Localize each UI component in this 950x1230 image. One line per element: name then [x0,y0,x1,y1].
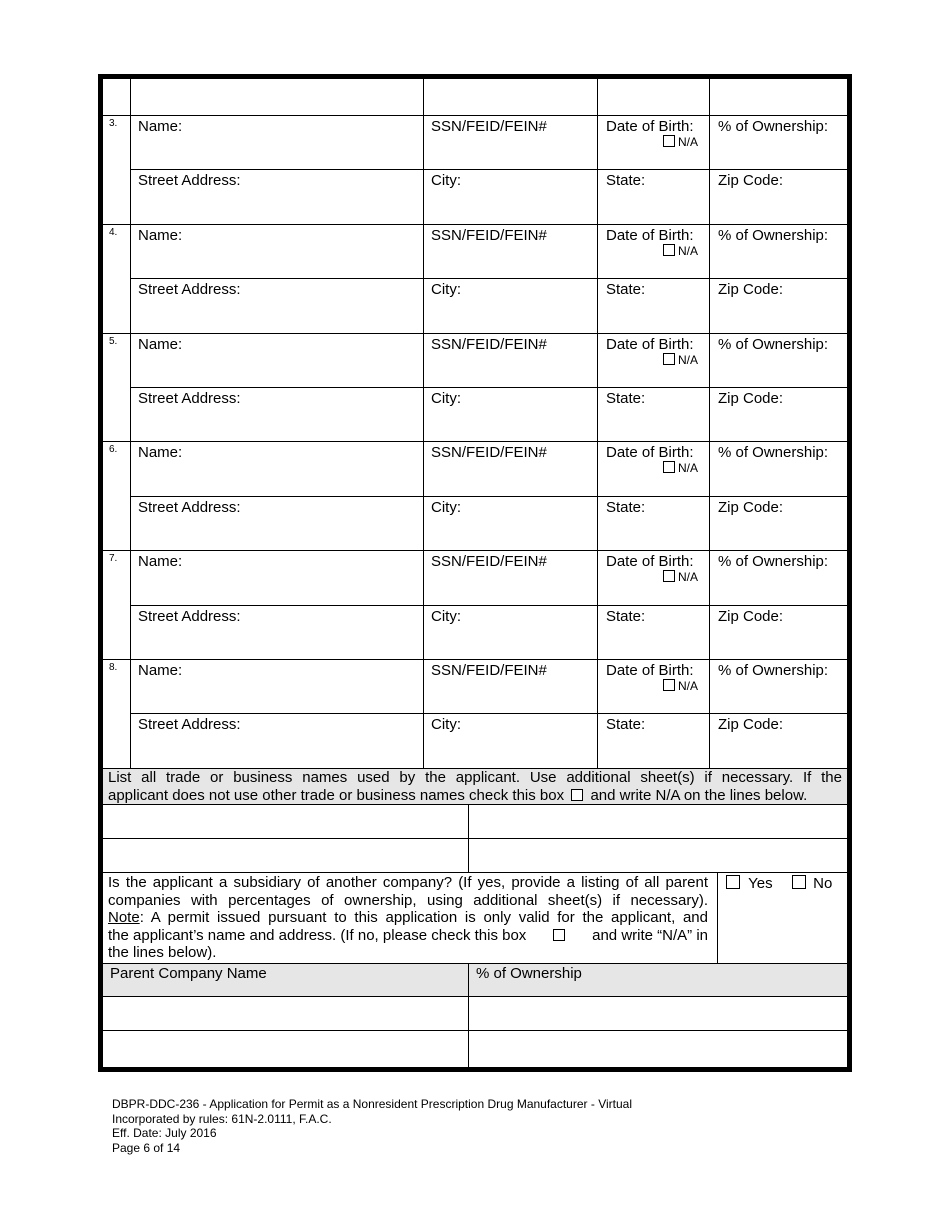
owner-city-label: City: [431,608,461,625]
owner-dob-na-option[interactable] [663,135,698,149]
parent-ownership-header: % of Ownership [476,965,582,982]
parent-company-name-header: Parent Company Name [110,965,267,982]
owner-state-label: State: [606,716,646,733]
owner-zip-label: Zip Code: [718,608,784,625]
owner-dob-label: Date of Birth: [606,444,694,461]
owner-city-label: City: [431,390,461,407]
owner-zip-label: Zip Code: [718,716,784,733]
owner-name-label: Name: [138,662,183,679]
subsidiary-no-label: No [813,875,833,892]
owner-name-label: Name: [138,444,183,461]
owner-name-label: Name: [138,553,183,570]
owner-state-label: State: [606,172,646,189]
owner-dob-na-option[interactable] [663,461,698,475]
owner-dob-na-option[interactable] [663,679,698,693]
owner-zip-label: Zip Code: [718,499,784,516]
subsidiary-question [108,874,708,962]
footer-rules: Incorporated by rules: 61N-2.0111, F.A.C. [112,1111,332,1126]
owner-state-label: State: [606,608,646,625]
trade-name-field-2b[interactable] [469,839,847,872]
owner-dob-label: Date of Birth: [606,227,694,244]
owner-dob-label: Date of Birth: [606,662,694,679]
owner-ownership-label: % of Ownership: [718,553,829,570]
owner-dob-na-label: N/A [678,679,699,693]
owner-dob-na-checkbox[interactable] [663,570,675,582]
trade-name-field-1a[interactable] [103,805,468,838]
owner-street-label: Street Address: [138,281,241,298]
subsidiary-line4-after: and write “N/A” in [592,926,708,944]
owner-ownership-label: % of Ownership: [718,227,829,244]
owner-row-number: 3. [109,118,118,129]
trade-names-line1: List all trade or business names used by the applicant. Use additional sheet(s) if necessary. If the [108,769,842,786]
owner-dob-na-option[interactable] [663,570,698,584]
owner-zip-label: Zip Code: [718,390,784,407]
subsidiary-line5: the lines below). [108,944,217,961]
owner-ownership-label: % of Ownership: [718,444,829,461]
owner-dob-na-checkbox[interactable] [663,135,675,147]
owner-zip-label: Zip Code: [718,281,784,298]
owner-street-label: Street Address: [138,390,241,407]
parent-company-name-field-2[interactable] [103,1031,468,1067]
subsidiary-yes-label: Yes [748,875,773,892]
owner-row-number: 4. [109,227,118,238]
owner-ssn-label: SSN/FEID/FEIN# [431,662,547,679]
owner-city-label: City: [431,716,461,733]
owner-dob-label: Date of Birth: [606,553,694,570]
owner-row-number: 5. [109,336,118,347]
owner-ssn-label: SSN/FEID/FEIN# [431,118,547,135]
top-row-ssn-field[interactable] [424,79,597,115]
owner-state-label: State: [606,499,646,516]
page-footer [112,1097,632,1155]
owner-dob-na-checkbox[interactable] [663,353,675,365]
owner-street-label: Street Address: [138,499,241,516]
owner-ownership-label: % of Ownership: [718,336,829,353]
subsidiary-no-option[interactable] [792,875,832,892]
owner-ssn-label: SSN/FEID/FEIN# [431,444,547,461]
owner-dob-na-label: N/A [678,244,699,258]
owner-dob-na-checkbox[interactable] [663,244,675,256]
owner-ssn-label: SSN/FEID/FEIN# [431,336,547,353]
owner-dob-na-label: N/A [678,461,699,475]
owner-street-label: Street Address: [138,608,241,625]
trade-name-field-2a[interactable] [103,839,468,872]
owner-dob-label: Date of Birth: [606,118,694,135]
footer-form-title: DBPR-DDC-236 - Application for Permit as a Nonresident Prescription Drug Manufacturer - Virtual [112,1097,632,1111]
owner-name-label: Name: [138,227,183,244]
footer-page-number: Page 6 of 14 [112,1140,181,1155]
parent-company-name-field-1[interactable] [103,997,468,1030]
top-row-ownership-field[interactable] [710,79,847,115]
owner-dob-na-option[interactable] [663,244,698,258]
owner-city-label: City: [431,499,461,516]
trade-names-line2-after: and write N/A on the lines below. [590,786,808,804]
trade-names-line2-before: applicant does not use other trade or business names check this box [108,786,565,804]
owner-row-number: 6. [109,444,118,455]
owner-zip-label: Zip Code: [718,172,784,189]
owner-name-label: Name: [138,118,183,135]
trade-names-na-checkbox[interactable] [571,789,583,801]
parent-ownership-field-1[interactable] [469,997,847,1030]
owner-dob-na-label: N/A [678,570,699,584]
top-row-dob-field[interactable] [598,79,709,115]
owner-street-label: Street Address: [138,716,241,733]
owner-ssn-label: SSN/FEID/FEIN# [431,553,547,570]
owner-ssn-label: SSN/FEID/FEIN# [431,227,547,244]
owner-name-label: Name: [138,336,183,353]
owner-dob-na-option[interactable] [663,353,698,367]
owner-street-label: Street Address: [138,172,241,189]
note-label: Note [108,909,140,926]
owner-city-label: City: [431,281,461,298]
subsidiary-line3: : A permit issued pursuant to this application is only valid for the applicant, and [139,909,708,926]
subsidiary-na-checkbox[interactable] [553,929,565,941]
owner-ownership-label: % of Ownership: [718,118,829,135]
owner-row-number: 8. [109,662,118,673]
owner-state-label: State: [606,281,646,298]
top-row-name-field[interactable] [131,79,423,115]
subsidiary-no-checkbox[interactable] [792,875,806,889]
subsidiary-line1: Is the applicant a subsidiary of another company? (If yes, provide a listing of all parent [108,874,708,891]
trade-names-instructions [108,769,842,804]
parent-ownership-field-2[interactable] [469,1031,847,1067]
owner-state-label: State: [606,390,646,407]
owner-ownership-label: % of Ownership: [718,662,829,679]
subsidiary-line4-before: the applicant’s name and address. (If no, please check this box [108,926,527,944]
footer-eff-date: Eff. Date: July 2016 [112,1126,217,1140]
subsidiary-line2: companies with percentages of ownership, using additional sheet(s) if necessary). [108,891,708,909]
owner-dob-label: Date of Birth: [606,336,694,353]
owner-city-label: City: [431,172,461,189]
owner-dob-na-label: N/A [678,135,699,149]
subsidiary-yes-checkbox[interactable] [726,875,740,889]
subsidiary-yes-option[interactable] [726,875,773,892]
owner-dob-na-checkbox[interactable] [663,679,675,691]
owner-dob-na-checkbox[interactable] [663,461,675,473]
owner-dob-na-label: N/A [678,353,699,367]
trade-name-field-1b[interactable] [469,805,847,838]
owner-row-number: 7. [109,553,118,564]
